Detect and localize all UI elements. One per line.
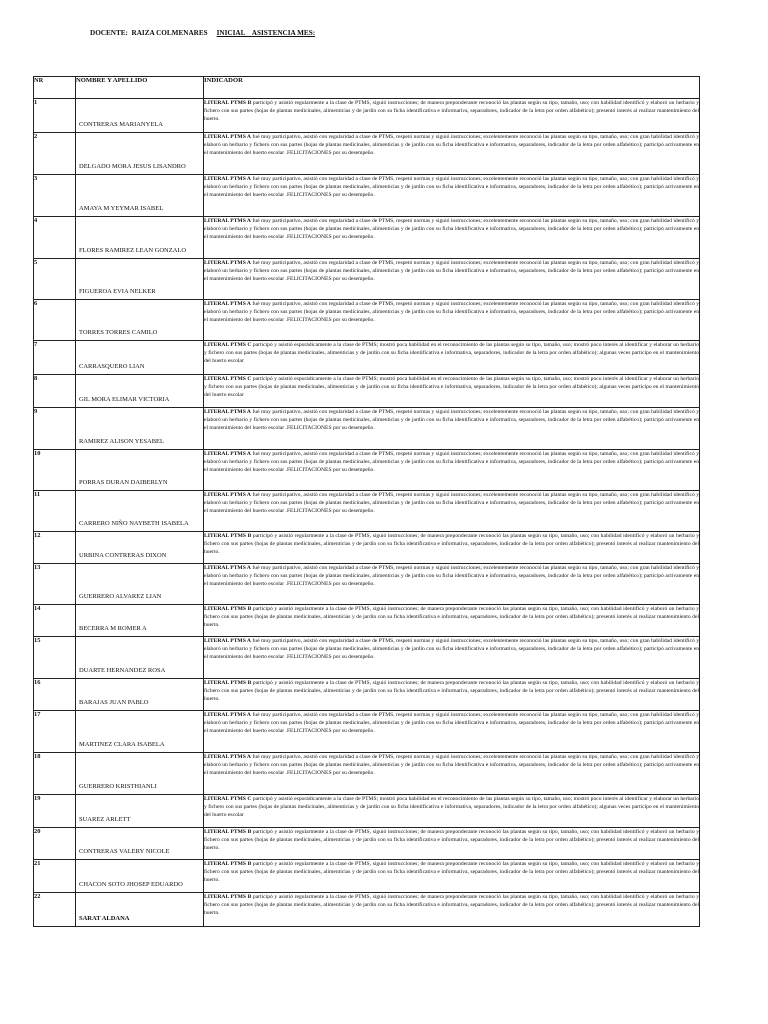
indicator-text: participó y asistió esporádicamente a la clase de PTMS; mostró poca habilidad en el reconocimiento de las plantas según su tipo, tamaño, uso; mostró poco interés al identificar y elaborar un herbario y fichero con sus partes (hojas de plantas medicinales, alimenticias y de jardín con su ficha identificativa e informativa, separadores, indicador de la letra por orden alfabético); algunas veces participo en el mantenimiento del huerto escolar bbox=[204, 376, 699, 399]
table-row bbox=[34, 408, 700, 450]
page-header bbox=[90, 29, 315, 37]
indicator-text: fué muy participativo, asistió con regularidad a clase de PTMS, respetó normas y siguió instrucciones; excelentemente reconoció las plantas según su tipo, tamaño, uso; con gran habilidad identificó y elaboró un herbario y fichero con sus partes (hojas de plantas medicinales, alimenticias y de jardín con su ficha identificativa e informativa, separadores, indicador de la letra por orden alfabético); participó activamente en el mantenimiento del huerto escolar .FELICITACIONES por su desempeño. bbox=[204, 638, 700, 661]
indicator-text: fué muy participativo, asistió con regularidad a clase de PTMS, respetó normas y siguió instrucciones; excelentemente reconoció las plantas según su tipo, tamaño, uso; con gran habilidad identificó y elaboró un herbario y fichero con sus partes (hojas de plantas medicinales, alimenticias y de jardín con su ficha identificativa e informativa, separadores, indicador de la letra por orden alfabético); participó activamente en el mantenimiento del huerto escolar .FELICITACIONES por su desempeño. bbox=[204, 754, 700, 777]
student-name-cell bbox=[76, 217, 204, 259]
docente-label: DOCENTE: bbox=[90, 29, 128, 37]
indicator-cell bbox=[204, 375, 700, 408]
student-name: BARAJAS JUAN PABLO bbox=[79, 698, 149, 706]
indicator-text: participó y asistió regularmente a la clase de PTMS, siguió instrucciones; de manera preponderante reconoció las plantas según su tipo, tamaño, uso; con habilidad identificó y elaboró un herbario y fichero con sus partes (hojas de plantas medicinales, alimenticias y de jardín con su ficha identificativa e informativa, separadores, indicador de la letra por orden alfabético); presentó interés al realizar mantenimiento del huerto. bbox=[204, 894, 700, 917]
indicator-cell bbox=[204, 300, 700, 341]
indicator-text: fué muy participativo, asistió con regularidad a clase de PTMS, respetó normas y siguió instrucciones; excelentemente reconoció las plantas según su tipo, tamaño, uso; con gran habilidad identificó y elaboró un herbario y fichero con sus partes (hojas de plantas medicinales, alimenticias y de jardín con su ficha identificativa e informativa, separadores, indicador de la letra por orden alfabético); participó activamente en el mantenimiento del huerto escolar .FELICITACIONES por su desempeño. bbox=[204, 565, 700, 588]
indicator-text: participó y asistió esporádicamente a la clase de PTMS; mostró poca habilidad en el reconocimiento de las plantas según su tipo, tamaño, uso; mostró poco interés al identificar y elaborar un herbario y fichero con sus partes (hojas de plantas medicinales, alimenticias y de jardín con su ficha identificativa e informativa, separadores, indicador de la letra por orden alfabético); algunas veces participo en el mantenimiento del huerto escolar bbox=[204, 342, 699, 365]
student-name: SUAREZ ARLETT bbox=[79, 815, 131, 823]
row-number: 14 bbox=[34, 605, 76, 637]
table-row bbox=[34, 300, 700, 341]
table-row bbox=[34, 532, 700, 564]
literal-grade: LITERAL PTMS A bbox=[204, 260, 251, 266]
indicator-cell bbox=[204, 175, 700, 217]
literal-grade: LITERAL PTMS A bbox=[204, 218, 251, 224]
student-name-cell bbox=[76, 711, 204, 753]
student-name-cell bbox=[76, 259, 204, 300]
row-number: 3 bbox=[34, 175, 76, 217]
indicator-cell bbox=[204, 637, 700, 679]
literal-grade: LITERAL PTMS A bbox=[204, 451, 251, 457]
indicator-text: fué muy participativo, asistió con regularidad a clase de PTMS, respetó normas y siguió instrucciones; excelentemente reconoció las plantas según su tipo, tamaño, uso; con gran habilidad identificó y elaboró un herbario y fichero con sus partes (hojas de plantas medicinales, alimenticias y de jardín con su ficha identificativa e informativa, separadores, indicador de la letra por orden alfabético); participó activamente en el mantenimiento del huerto escolar .FELICITACIONES por su desempeño. bbox=[204, 492, 700, 515]
indicator-text: participó y asistió regularmente a la clase de PTMS, siguió instrucciones; de manera preponderante reconoció las plantas según su tipo, tamaño, uso; con habilidad identificó y elaboró un herbario y fichero con sus partes (hojas de plantas medicinales, alimenticias y de jardín con su ficha identificativa e informativa, separadores, indicador de la letra por orden alfabético); presentó interés al realizar mantenimiento del huerto. bbox=[204, 861, 700, 884]
table-row bbox=[34, 637, 700, 679]
student-name-cell bbox=[76, 99, 204, 133]
literal-grade: LITERAL PTMS A bbox=[204, 712, 251, 718]
indicator-cell bbox=[204, 605, 700, 637]
student-name-cell bbox=[76, 828, 204, 860]
student-name: AMAYA M YEYMAR ISABEL bbox=[79, 204, 164, 212]
table-row bbox=[34, 711, 700, 753]
row-number: 5 bbox=[34, 259, 76, 300]
indicator-cell bbox=[204, 564, 700, 605]
row-number: 17 bbox=[34, 711, 76, 753]
literal-grade: LITERAL PTMS C bbox=[204, 376, 252, 382]
indicator-cell bbox=[204, 828, 700, 860]
table-row bbox=[34, 133, 700, 175]
table-row bbox=[34, 679, 700, 711]
literal-grade: LITERAL PTMS A bbox=[204, 638, 251, 644]
student-name: SARAT ALDANA bbox=[79, 914, 130, 922]
attendance-label: ASISTENCIA MES: bbox=[251, 29, 316, 37]
student-name: CARRASQUERO LIAN bbox=[79, 362, 145, 370]
header-nr: NR bbox=[34, 77, 76, 99]
indicator-cell bbox=[204, 408, 700, 450]
student-name-cell bbox=[76, 753, 204, 795]
indicator-cell bbox=[204, 679, 700, 711]
indicator-text: fué muy participativo, asistió con regularidad a clase de PTMS, respetó normas y siguió instrucciones; excelentemente reconoció las plantas según su tipo, tamaño, uso; con gran habilidad identificó y elaboró un herbario y fichero con sus partes (hojas de plantas medicinales, alimenticias y de jardín con su ficha identificativa e informativa, separadores, indicador de la letra por orden alfabético); participó activamente en el mantenimiento del huerto escolar .FELICITACIONES por su desempeño. bbox=[204, 712, 700, 735]
row-number: 20 bbox=[34, 828, 76, 860]
student-name-cell bbox=[76, 795, 204, 828]
row-number: 12 bbox=[34, 532, 76, 564]
literal-grade: LITERAL PTMS A bbox=[204, 409, 251, 415]
student-name: GUERRERO KRISTHIANLI bbox=[79, 782, 157, 790]
indicator-cell bbox=[204, 753, 700, 795]
table-row bbox=[34, 605, 700, 637]
student-name: GUERRERO ALVAREZ LIAN bbox=[79, 592, 162, 600]
table-row bbox=[34, 217, 700, 259]
student-name-cell bbox=[76, 532, 204, 564]
evaluation-table bbox=[33, 76, 700, 927]
row-number: 2 bbox=[34, 133, 76, 175]
table-row bbox=[34, 795, 700, 828]
student-name: CHACON SOTO JHOSEP EDUARDO bbox=[79, 880, 183, 888]
student-name: DELGADO MORA JESUS LISANDRO bbox=[79, 162, 186, 170]
indicator-cell bbox=[204, 341, 700, 375]
row-number: 22 bbox=[34, 893, 76, 927]
student-name: CONTRERAS VALERY NICOLE bbox=[79, 847, 170, 855]
indicator-cell bbox=[204, 532, 700, 564]
student-name-cell bbox=[76, 133, 204, 175]
student-name: RAMIREZ ALISON YESABEL bbox=[79, 437, 164, 445]
literal-grade: LITERAL PTMS A bbox=[204, 134, 251, 140]
student-name: FLORES RAMIREZ LEAN GONZALO bbox=[79, 246, 187, 254]
literal-grade: LITERAL PTMS A bbox=[204, 565, 251, 571]
indicator-cell bbox=[204, 99, 700, 133]
indicator-cell bbox=[204, 217, 700, 259]
indicator-cell bbox=[204, 893, 700, 927]
indicator-text: participó y asistió regularmente a la clase de PTMS, siguió instrucciones; de manera preponderante reconoció las plantas según su tipo, tamaño, uso; con habilidad identificó y elaboró un herbario y fichero con sus partes (hojas de plantas medicinales, alimenticias y de jardín con su ficha identificativa e informativa, separadores, indicador de la letra por orden alfabético); presentó interés al realizar mantenimiento del huerto. bbox=[204, 533, 700, 556]
literal-grade: LITERAL PTMS B bbox=[204, 829, 252, 835]
indicator-text: participó y asistió regularmente a la clase de PTMS, siguió instrucciones; de manera preponderante reconoció las plantas según su tipo, tamaño, uso; con habilidad identificó y elaboró un herbario y fichero con sus partes (hojas de plantas medicinales, alimenticias y de jardín con su ficha identificativa e informativa, separadores, indicador de la letra por orden alfabético); presentó interés al realizar mantenimiento del huerto. bbox=[204, 829, 700, 852]
student-name-cell bbox=[76, 893, 204, 927]
student-name-cell bbox=[76, 605, 204, 637]
row-number: 11 bbox=[34, 491, 76, 532]
literal-grade: LITERAL PTMS B bbox=[204, 533, 252, 539]
indicator-cell bbox=[204, 259, 700, 300]
row-number: 21 bbox=[34, 860, 76, 893]
student-name: MARTINEZ CLARA ISABELA bbox=[79, 740, 165, 748]
indicator-text: fué muy participativo, asistió con regularidad a clase de PTMS, respetó normas y siguió instrucciones; excelentemente reconoció las plantas según su tipo, tamaño, uso; con gran habilidad identificó y elaboró un herbario y fichero con sus partes (hojas de plantas medicinales, alimenticias y de jardín con su ficha identificativa e informativa, separadores, indicador de la letra por orden alfabético); participó activamente en el mantenimiento del huerto escolar .FELICITACIONES por su desempeño. bbox=[204, 218, 700, 241]
indicator-cell bbox=[204, 491, 700, 532]
row-number: 8 bbox=[34, 375, 76, 408]
indicator-cell bbox=[204, 133, 700, 175]
indicator-text: participó y asistió regularmente a la clase de PTMS, siguió instrucciones; de manera preponderante reconoció las plantas según su tipo, tamaño, uso; con habilidad identificó y elaboró un herbario y fichero con sus partes (hojas de plantas medicinales, alimenticias y de jardín con su ficha identificativa e informativa, separadores, indicador de la letra por orden alfabético); presentó interés al realizar mantenimiento del huerto. bbox=[204, 100, 700, 123]
student-name: TORRES TORRES CAMILO bbox=[79, 328, 158, 336]
student-name: PORRAS DURAN DAIBERLYN bbox=[79, 478, 168, 486]
student-name: FIGUEROA EVIA NELKER bbox=[79, 287, 156, 295]
row-number: 15 bbox=[34, 637, 76, 679]
literal-grade: LITERAL PTMS C bbox=[204, 342, 252, 348]
indicator-cell bbox=[204, 450, 700, 491]
literal-grade: LITERAL PTMS A bbox=[204, 176, 251, 182]
row-number: 6 bbox=[34, 300, 76, 341]
header-name: NOMBRE Y APELLIDO bbox=[76, 77, 204, 99]
indicator-cell bbox=[204, 711, 700, 753]
student-name-cell bbox=[76, 300, 204, 341]
literal-grade: LITERAL PTMS C bbox=[204, 796, 252, 802]
header-indicator: INDICADOR bbox=[204, 77, 700, 99]
table-row bbox=[34, 259, 700, 300]
row-number: 1 bbox=[34, 99, 76, 133]
indicator-cell bbox=[204, 860, 700, 893]
row-number: 16 bbox=[34, 679, 76, 711]
student-name-cell bbox=[76, 375, 204, 408]
literal-grade: LITERAL PTMS B bbox=[204, 100, 252, 106]
student-name-cell bbox=[76, 341, 204, 375]
student-name-cell bbox=[76, 450, 204, 491]
student-name: BECERRA M ROMER A bbox=[79, 624, 147, 632]
indicator-text: fué muy participativo, asistió con regularidad a clase de PTMS, respetó normas y siguió instrucciones; excelentemente reconoció las plantas según su tipo, tamaño, uso; con gran habilidad identificó y elaboró un herbario y fichero con sus partes (hojas de plantas medicinales, alimenticias y de jardín con su ficha identificativa e informativa, separadores, indicador de la letra por orden alfabético); participó activamente en el mantenimiento del huerto escolar .FELICITACIONES por su desempeño. bbox=[204, 260, 700, 283]
row-number: 7 bbox=[34, 341, 76, 375]
table-row bbox=[34, 828, 700, 860]
row-number: 19 bbox=[34, 795, 76, 828]
literal-grade: LITERAL PTMS B bbox=[204, 606, 252, 612]
indicator-text: fué muy participativo, asistió con regularidad a clase de PTMS, respetó normas y siguió instrucciones; excelentemente reconoció las plantas según su tipo, tamaño, uso; con gran habilidad identificó y elaboró un herbario y fichero con sus partes (hojas de plantas medicinales, alimenticias y de jardín con su ficha identificativa e informativa, separadores, indicador de la letra por orden alfabético); participó activamente en el mantenimiento del huerto escolar .FELICITACIONES por su desempeño. bbox=[204, 301, 700, 324]
student-name: URBINA CONTRERAS DIXON bbox=[79, 551, 167, 559]
table-row bbox=[34, 450, 700, 491]
table-row bbox=[34, 753, 700, 795]
indicator-text: fué muy participativo, asistió con regularidad a clase de PTMS, respetó normas y siguió instrucciones; excelentemente reconoció las plantas según su tipo, tamaño, uso; con gran habilidad identificó y elaboró un herbario y fichero con sus partes (hojas de plantas medicinales, alimenticias y de jardín con su ficha identificativa e informativa, separadores, indicador de la letra por orden alfabético); participó activamente en el mantenimiento del huerto escolar .FELICITACIONES por su desempeño. bbox=[204, 176, 700, 199]
student-name-cell bbox=[76, 860, 204, 893]
literal-grade: LITERAL PTMS A bbox=[204, 492, 251, 498]
row-number: 10 bbox=[34, 450, 76, 491]
table-row bbox=[34, 491, 700, 532]
indicator-text: fué muy participativo, asistió con regularidad a clase de PTMS, respetó normas y siguió instrucciones; excelentemente reconoció las plantas según su tipo, tamaño, uso; con gran habilidad identificó y elaboró un herbario y fichero con sus partes (hojas de plantas medicinales, alimenticias y de jardín con su ficha identificativa e informativa, separadores, indicador de la letra por orden alfabético); participó activamente en el mantenimiento del huerto escolar .FELICITACIONES por su desempeño. bbox=[204, 409, 700, 432]
literal-grade: LITERAL PTMS B bbox=[204, 861, 252, 867]
indicator-text: fué muy participativo, asistió con regularidad a clase de PTMS, respetó normas y siguió instrucciones; excelentemente reconoció las plantas según su tipo, tamaño, uso; con gran habilidad identificó y elaboró un herbario y fichero con sus partes (hojas de plantas medicinales, alimenticias y de jardín con su ficha identificativa e informativa, separadores, indicador de la letra por orden alfabético); participó activamente en el mantenimiento del huerto escolar .FELICITACIONES por su desempeño. bbox=[204, 451, 700, 474]
indicator-text: participó y asistió regularmente a la clase de PTMS, siguió instrucciones; de manera preponderante reconoció las plantas según su tipo, tamaño, uso; con habilidad identificó y elaboró un herbario y fichero con sus partes (hojas de plantas medicinales, alimenticias y de jardín con su ficha identificativa e informativa, separadores, indicador de la letra por orden alfabético); presentó interés al realizar mantenimiento del huerto. bbox=[204, 606, 700, 629]
table-row bbox=[34, 860, 700, 893]
literal-grade: LITERAL PTMS B bbox=[204, 680, 252, 686]
literal-grade: LITERAL PTMS B bbox=[204, 894, 252, 900]
table-row bbox=[34, 375, 700, 408]
student-name-cell bbox=[76, 491, 204, 532]
row-number: 18 bbox=[34, 753, 76, 795]
literal-grade: LITERAL PTMS A bbox=[204, 754, 251, 760]
student-name-cell bbox=[76, 175, 204, 217]
table-row bbox=[34, 175, 700, 217]
student-name: GIL MORA ELIMAR VICTORIA bbox=[79, 395, 170, 403]
student-name-cell bbox=[76, 637, 204, 679]
table-row bbox=[34, 341, 700, 375]
student-name-cell bbox=[76, 408, 204, 450]
indicator-text: fué muy participativo, asistió con regularidad a clase de PTMS, respetó normas y siguió instrucciones; excelentemente reconoció las plantas según su tipo, tamaño, uso; con gran habilidad identificó y elaboró un herbario y fichero con sus partes (hojas de plantas medicinales, alimenticias y de jardín con su ficha identificativa e informativa, separadores, indicador de la letra por orden alfabético); participó activamente en el mantenimiento del huerto escolar .FELICITACIONES por su desempeño. bbox=[204, 134, 700, 157]
row-number: 13 bbox=[34, 564, 76, 605]
student-name-cell bbox=[76, 564, 204, 605]
student-name: DUARTE HERNANDEZ ROSA bbox=[79, 666, 166, 674]
student-name: CARRERO NIÑO NAYBETH ISABELA bbox=[79, 519, 189, 527]
student-name: CONTRERAS MARIANYELA bbox=[79, 120, 163, 128]
row-number: 9 bbox=[34, 408, 76, 450]
indicator-cell bbox=[204, 795, 700, 828]
table-row bbox=[34, 564, 700, 605]
student-name-cell bbox=[76, 679, 204, 711]
level-label: INICIAL bbox=[216, 29, 245, 37]
docente-name: RAIZA COLMENARES bbox=[131, 29, 208, 37]
row-number: 4 bbox=[34, 217, 76, 259]
table-row bbox=[34, 893, 700, 927]
indicator-text: participó y asistió regularmente a la clase de PTMS, siguió instrucciones; de manera preponderante reconoció las plantas según su tipo, tamaño, uso; con habilidad identificó y elaboró un herbario y fichero con sus partes (hojas de plantas medicinales, alimenticias y de jardín con su ficha identificativa e informativa, separadores, indicador de la letra por orden alfabético); presentó interés al realizar mantenimiento del huerto. bbox=[204, 680, 700, 703]
table-row bbox=[34, 99, 700, 133]
indicator-text: participó y asistió esporádicamente a la clase de PTMS; mostró poca habilidad en el reconocimiento de las plantas según su tipo, tamaño, uso; mostró poco interés al identificar y elaborar un herbario y fichero con sus partes (hojas de plantas medicinales, alimenticias y de jardín con su ficha identificativa e informativa, separadores, indicador de la letra por orden alfabético); algunas veces participo en el mantenimiento del huerto escolar bbox=[204, 796, 699, 819]
literal-grade: LITERAL PTMS A bbox=[204, 301, 251, 307]
table-header-row bbox=[34, 77, 700, 99]
